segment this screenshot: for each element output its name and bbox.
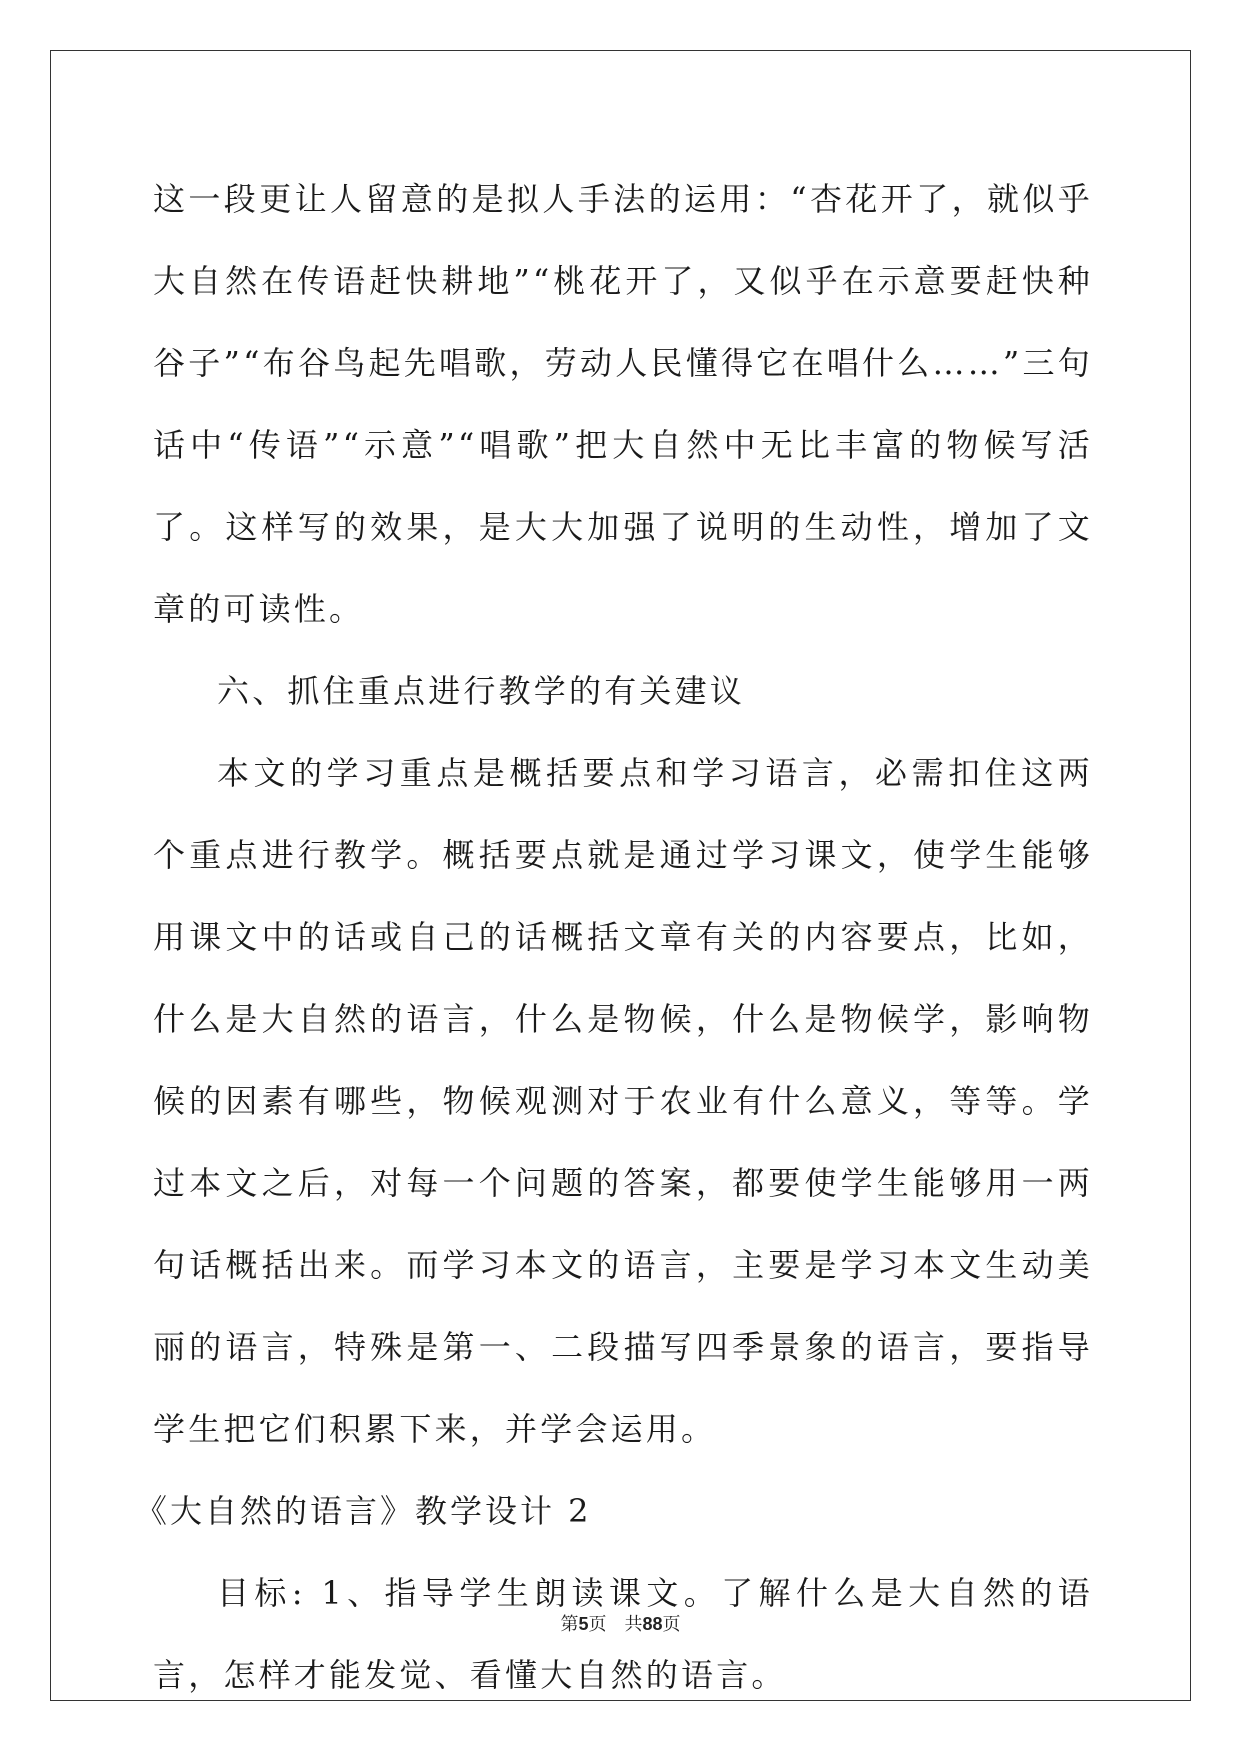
footer-total-pages: 88 (642, 1614, 663, 1634)
paragraph-objective: 目标: 1、指导学生朗读课文。了解什么是大自然的语言，怎样才能发觉、看懂大自然的语言。 (153, 1574, 1093, 1694)
footer-page-suffix: 页 (588, 1614, 607, 1635)
page-footer (0, 1610, 1241, 1636)
footer-total-prefix: 共 (624, 1614, 643, 1635)
section-heading-six: 六、抓住重点进行教学的有关建议 (217, 672, 746, 710)
footer-page-number: 5 (578, 1614, 589, 1634)
footer-prefix: 第 (560, 1614, 579, 1635)
document-body (135, 158, 1093, 1716)
section-title: 《大自然的语言》教学设计 2 (135, 1492, 592, 1530)
paragraph-personification: 这一段更让人留意的是拟人手法的运用：“杏花开了，就似乎大自然在传语赶快耕地”“桃花开了，又似乎在示意要赶快种谷子”“布谷鸟起先唱歌，劳动人民懂得它在唱什么……”三句话中“传语”“示意”“唱歌”把大自然中无比丰富的物候写活了。这样写的效果，是大大加强了说明的生动性，增加了文章的可读性。 (153, 180, 1093, 628)
footer-total-suffix: 页 (662, 1614, 681, 1635)
paragraph-teaching-focus: 本文的学习重点是概括要点和学习语言，必需扣住这两个重点进行教学。概括要点就是通过学习课文，使学生能够用课文中的话或自己的话概括文章有关的内容要点，比如，什么是大自然的语言，什么是物候，什么是物候学，影响物候的因素有哪些，物候观测对于农业有什么意义，等等。学过本文之后，对每一个问题的答案，都要使学生能够用一两句话概括出来。而学习本文的语言，主要是学习本文生动美丽的语言，特殊是第一、二段描写四季景象的语言，要指导学生把它们积累下来，并学会运用。 (153, 754, 1093, 1448)
